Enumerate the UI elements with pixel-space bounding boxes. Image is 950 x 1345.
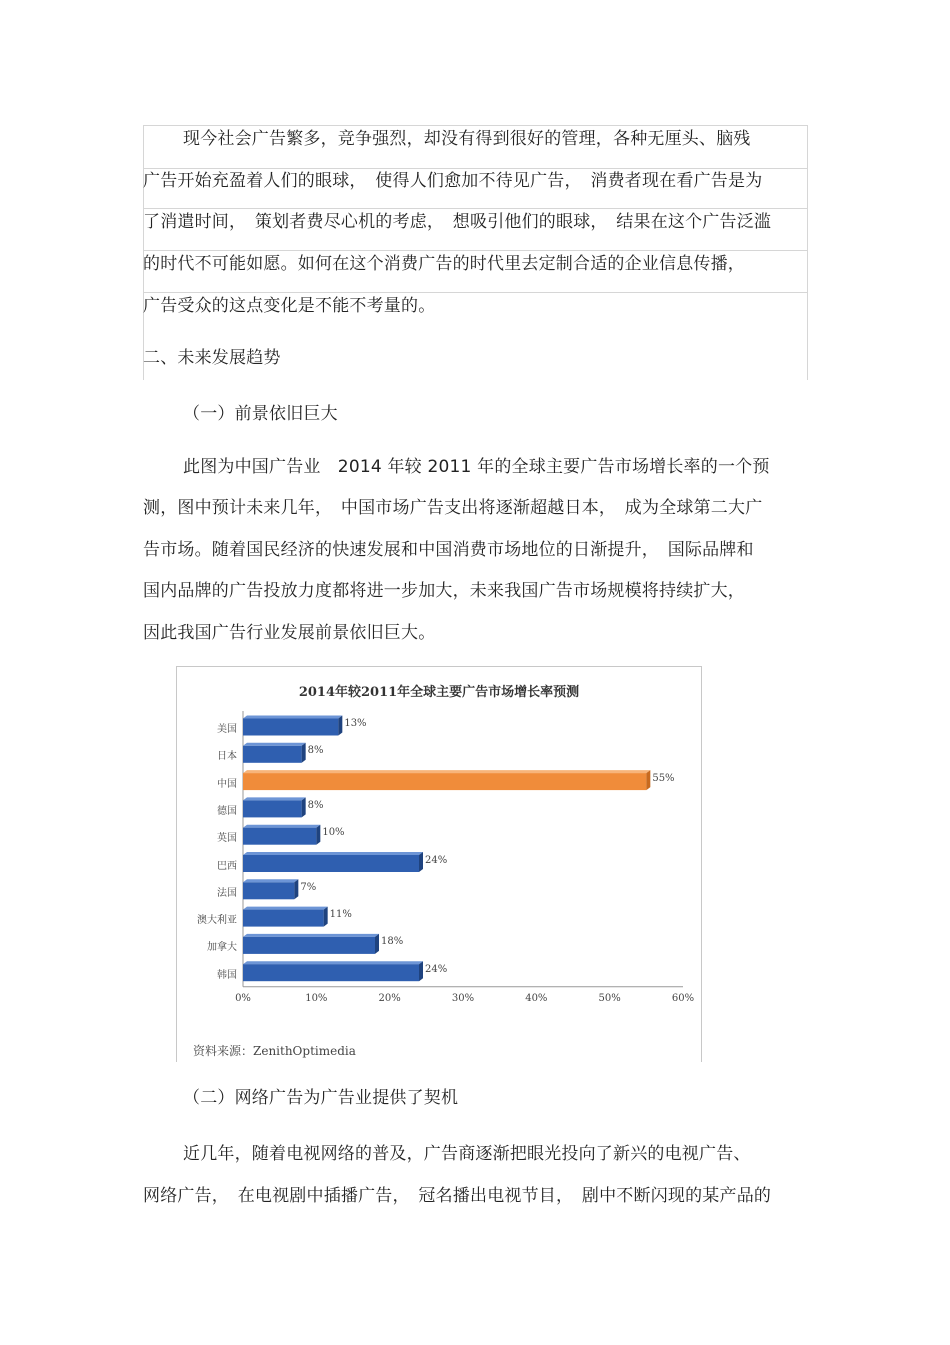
paragraph-line: 测，图中预计未来几年， 中国市场广告支出将逐渐超越日本， 成为全球第二大广: [143, 498, 763, 518]
x-tick-label: 40%: [525, 992, 548, 1004]
subsection-heading: （一）前景依旧巨大: [183, 404, 338, 424]
category-label: 法国: [217, 887, 237, 899]
category-label: 德国: [217, 805, 237, 817]
value-label: 24%: [425, 963, 448, 975]
bar-side-face: [302, 797, 306, 817]
category-label: 韩国: [217, 969, 237, 981]
bar-巴西: [243, 855, 419, 872]
bar-中国: [243, 773, 646, 790]
bar-side-face: [302, 743, 306, 763]
value-label: 13%: [344, 718, 367, 729]
paragraph-line: 因此我国广告行业发展前景依旧巨大。: [143, 623, 436, 643]
bar-德国: [243, 800, 302, 817]
category-label: 日本: [217, 751, 237, 763]
value-label: 10%: [322, 827, 345, 839]
bar-top-face: [243, 961, 423, 964]
bar-法国: [243, 882, 294, 899]
paragraph-line: 近几年，随着电视网络的普及，广告商逐渐把眼光投向了新兴的电视广告、: [183, 1144, 751, 1164]
value-label: 8%: [307, 745, 324, 757]
bar-side-face: [338, 716, 342, 736]
bar-top-face: [243, 716, 342, 719]
value-label: 7%: [300, 881, 317, 893]
bar-日本: [243, 746, 302, 763]
value-label: 55%: [652, 772, 675, 784]
bar-美国: [243, 719, 338, 736]
bar-side-face: [294, 879, 298, 899]
x-tick-label: 10%: [305, 992, 328, 1004]
category-label: 加拿大: [207, 942, 237, 954]
category-label: 澳大利亚: [197, 915, 237, 927]
bar-英国: [243, 828, 316, 845]
bar-top-face: [243, 743, 306, 746]
x-tick-label: 50%: [598, 992, 621, 1004]
paragraph-line: 的时代不可能如愿。如何在这个消费广告的时代里去定制合适的企业信息传播，: [143, 254, 745, 274]
bar-澳大利亚: [243, 910, 324, 927]
chart-title: 2014年较2011年全球主要广告市场增长率预测: [298, 685, 580, 700]
bar-top-face: [243, 770, 650, 773]
value-label: 18%: [381, 936, 404, 948]
bar-top-face: [243, 907, 328, 910]
value-label: 24%: [425, 854, 448, 866]
category-label: 英国: [217, 833, 237, 845]
box-rule: [807, 125, 808, 380]
paragraph-line: 广告开始充盈着人们的眼球， 使得人们愈加不待见广告， 消费者现在看广告是为: [143, 171, 763, 191]
paragraph-line: 了消遣时间， 策划者费尽心机的考虑， 想吸引他们的眼球， 结果在这个广告泛滥: [143, 212, 772, 232]
chart-source: 资料来源：ZenithOptimedia: [193, 1044, 356, 1058]
paragraph-line: 现今社会广告繁多，竞争强烈，却没有得到很好的管理，各种无厘头、脑残: [183, 129, 751, 149]
bar-side-face: [375, 934, 379, 954]
bar-side-face: [646, 770, 650, 790]
section-heading: 二、未来发展趋势: [143, 348, 281, 368]
bar-chart: [176, 666, 702, 1062]
bar-top-face: [243, 852, 423, 855]
value-label: 11%: [329, 909, 352, 921]
bar-top-face: [243, 797, 306, 800]
category-label: 中国: [217, 778, 237, 790]
paragraph-line: 网络广告， 在电视剧中插播广告， 冠名播出电视节目， 剧中不断闪现的某产品的: [143, 1186, 772, 1206]
box-rule: [143, 250, 807, 251]
bar-side-face: [316, 825, 320, 845]
x-tick-label: 20%: [378, 992, 401, 1004]
paragraph-line: 广告受众的这点变化是不能不考量的。: [143, 296, 436, 316]
bar-韩国: [243, 964, 419, 981]
x-tick-label: 30%: [451, 992, 475, 1004]
paragraph-line: 国内品牌的广告投放力度都将进一步加大，未来我国广告市场规模将持续扩大，: [143, 581, 745, 601]
bar-加拿大: [243, 937, 375, 954]
category-label: 美国: [217, 724, 237, 735]
box-rule: [143, 292, 807, 293]
category-label: 巴西: [217, 860, 237, 872]
bar-side-face: [324, 907, 328, 927]
subsection-heading: （二）网络广告为广告业提供了契机: [183, 1088, 459, 1108]
paragraph-line: 告市场。随着国民经济的快速发展和中国消费市场地位的日渐提升， 国际品牌和: [143, 540, 754, 560]
paragraph-line: 此图为中国广告业 2014 年较 2011 年的全球主要广告市场增长率的一个预: [183, 457, 770, 477]
bar-top-face: [243, 825, 320, 828]
box-rule: [143, 125, 807, 126]
bar-top-face: [243, 934, 379, 937]
bar-top-face: [243, 879, 298, 882]
value-label: 8%: [307, 799, 324, 811]
x-tick-label: 60%: [671, 992, 695, 1004]
bar-side-face: [419, 852, 423, 872]
bar-side-face: [419, 961, 423, 981]
x-tick-label: 0%: [235, 992, 251, 1004]
box-rule: [143, 208, 807, 209]
